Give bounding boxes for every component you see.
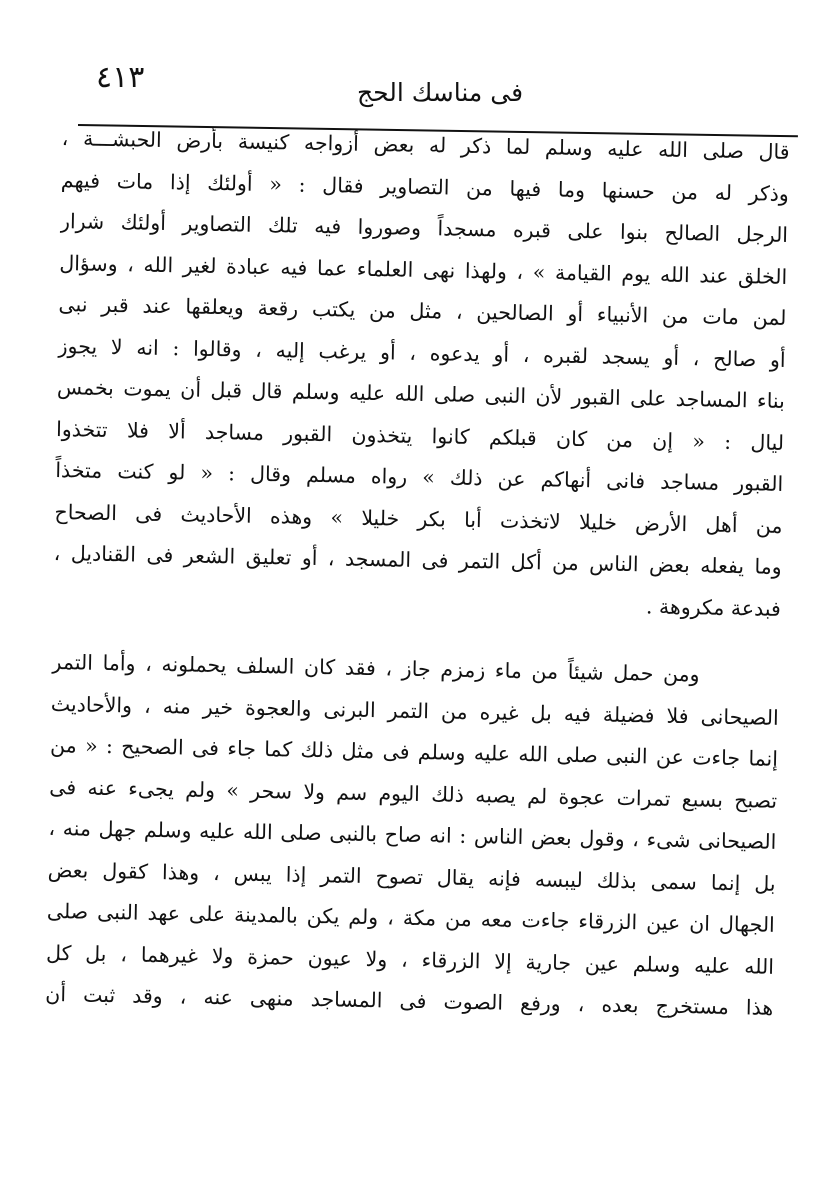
text-line: إنما جاءت عن النبى صلى الله عليه وسلم فى مثل ذلك كما جاء فى الصحيح : « من [49,732,779,771]
text-line: فبدعة مكروهة . [645,593,782,621]
body-text [45,118,790,1029]
text-line: وذكر له من حسنها وما فيها من التصاوير فقال : « أولئك إذا مات فيهم [60,167,790,206]
running-title: فى مناسك الحج [356,78,524,107]
text-line: ومن حمل شيئاً من ماء زمزم جاز ، فقد كان السلف يحملونه ، وأما التمر [51,649,700,687]
text-line: أو صالح ، أو يسجد لقبره ، أو يدعوه ، أو يرغب إليه ، وقالوا : انه لا يجوز [57,333,786,372]
text-line: الصيحانى فلا فضيلة فيه بل غيره من التمر البرنى والعجوة خير منه ، والأحاديث [50,691,779,730]
text-line: هذا مستخرج بعده ، ورفع الصوت فى المساجد منهى عنه ، وقد ثبت أن [45,981,774,1020]
text-line: قال صلى الله عليه وسلم لما ذكر له بعض أزواجه كنيسة بأرض الحبشـــة ، [61,126,790,164]
text-line: ليال : « إن من كان قبلكم كانوا يتخذون القبور مساجد ألا فلا تتخذوا [55,416,785,455]
text-line: بل إنما سمى بذلك ليبسه فإنه يقال تصوح التمر إذا يبس ، وهذا كقول بعض [47,857,776,896]
text-line: الجهال ان عين الزرقاء جاءت معه من مكة ، ولم يكن بالمدينة على عهد النبى صلى [46,898,776,937]
text-line: الصيحانى شىء ، وقول بعض الناس : انه صاح بالنبى صلى الله عليه وسلم جهل منه ، [48,815,777,854]
text-line: من أهل الأرض خليلا لاتخذت أبا بكر خليلا » وهذه الأحاديث فى الصحاح [54,499,783,538]
text-line: لمن مات من الأنبياء أو الصالحين ، مثل من يكتب رقعة ويعلقها عند قبر نبى [58,291,787,330]
text-line: وما يفعله بعض الناس من أكل التمر فى المسجد ، أو تعليق الشعر فى القناديل ، [53,540,782,579]
text-line: الخلق عند الله يوم القيامة » ، ولهذا نهى العلماء عما فيه عبادة لغير الله ، وسؤال [59,250,788,289]
text-line: بناء المساجد على القبور لأن النبى صلى الله عليه وسلم قال قبل أن يموت بخمس [56,374,786,413]
page-number: ٤١٣ [96,60,145,95]
text-line: الله عليه وسلم عين جارية إلا الزرقاء ، ولا عيون حمزة ولا غيرهما ، بل كل [45,940,775,979]
text-line: القبور مساجد فانى أنهاكم عن ذلك » رواه مسلم وقال : « لو كنت متخذاً [55,457,784,496]
paragraph-2 [45,642,780,1029]
page-header [80,58,800,128]
paragraph-1 [53,118,790,630]
text-line: تصبح بسبع تمرات عجوة لم يصبه ذلك اليوم سم ولا سحر » ولم يجىء عنه فى [49,774,778,813]
text-line: الرجل الصالح بنوا على قبره مسجداً وصوروا فيه تلك التصاوير أولئك شرار [59,209,789,247]
